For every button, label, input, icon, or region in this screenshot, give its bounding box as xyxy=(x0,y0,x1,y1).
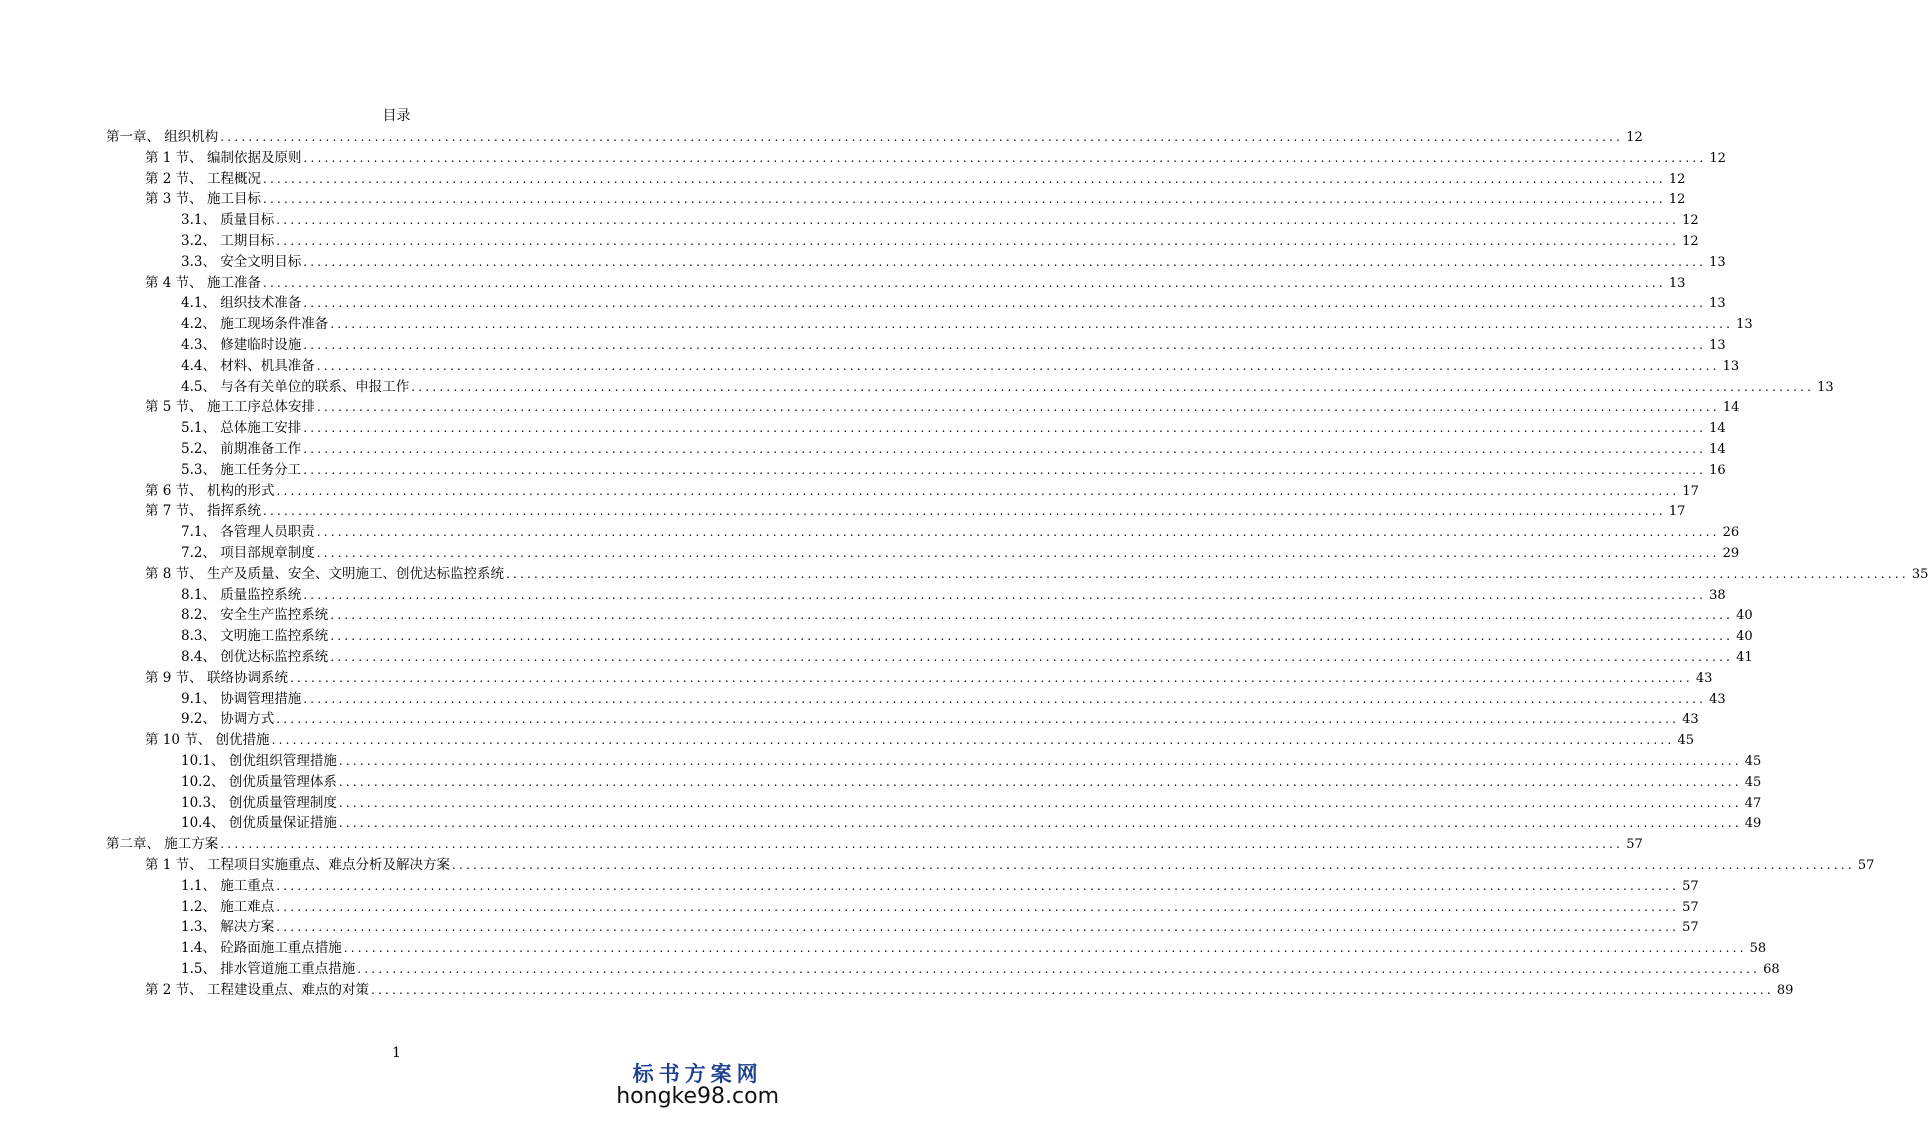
toc-entry-page: 38 xyxy=(1709,587,1726,603)
toc-entry-page: 57 xyxy=(1682,878,1699,894)
toc-entry-page: 49 xyxy=(1744,816,1762,832)
toc-entry-label: 4.3、 修建临时设施 xyxy=(181,337,302,353)
toc-entry-label: 10.3、 创优质量管理制度 xyxy=(181,794,337,811)
toc-entry-label: 4.5、 与各有关单位的联系、申报工作 xyxy=(181,378,410,395)
toc-entry-page: 26 xyxy=(1722,525,1740,541)
toc-entry-page: 12 xyxy=(1668,192,1686,208)
toc-leader-dots: ........................................................................................................................................................................................................ xyxy=(289,670,1693,685)
toc-leader-dots: ........................................................................................................................................................................................................ xyxy=(330,608,1734,623)
toc-entry-page: 13 xyxy=(1736,317,1753,333)
toc-entry[interactable] xyxy=(145,169,1686,189)
toc-leader-dots: ........................................................................................................................................................................................................ xyxy=(220,130,1624,144)
toc-leader-dots: ........................................................................................................................................................................................................ xyxy=(343,941,1747,956)
toc-entry[interactable] xyxy=(145,189,1686,209)
toc-entry-page: 57 xyxy=(1857,858,1875,873)
toc-entry-label: 第 4 节、 施工准备 xyxy=(145,274,261,291)
toc-entry[interactable] xyxy=(145,668,1713,688)
toc-entry-page: 57 xyxy=(1682,920,1699,936)
toc-leader-dots: ........................................................................................................................................................................................................ xyxy=(303,150,1707,165)
toc-leader-dots: ........................................................................................................................................................................................................ xyxy=(303,421,1707,436)
toc-entry-label: 1.4、 砼路面施工重点措施 xyxy=(181,940,342,957)
toc-leader-dots: ........................................................................................................................................................................................................ xyxy=(357,962,1761,976)
toc-leader-dots: ........................................................................................................................................................................................................ xyxy=(276,483,1680,498)
toc-entry-page: 58 xyxy=(1749,941,1767,957)
toc-entry-label: 第 9 节、 联络协调系统 xyxy=(145,669,288,686)
toc-entry-page: 89 xyxy=(1776,982,1794,998)
toc-leader-dots: ........................................................................................................................................................................................................ xyxy=(316,358,1720,373)
toc-entry-label: 3.3、 安全文明目标 xyxy=(181,253,302,270)
toc-entry[interactable] xyxy=(181,959,1780,979)
toc-entry[interactable] xyxy=(106,834,1643,854)
toc-leader-dots: ........................................................................................................................................................................................................ xyxy=(330,317,1734,332)
toc-entry[interactable] xyxy=(145,481,1699,501)
toc-leader-dots: ........................................................................................................................................................................................................ xyxy=(276,899,1680,914)
toc-entry-page: 12 xyxy=(1626,130,1643,145)
toc-entry-label: 第 5 节、 施工工序总体安排 xyxy=(145,399,315,416)
toc-entry[interactable] xyxy=(181,938,1767,958)
toc-entry[interactable] xyxy=(181,314,1753,334)
toc-entry-label: 5.1、 总体施工安排 xyxy=(181,420,302,437)
toc-entry-page: 45 xyxy=(1744,754,1762,769)
toc-entry-page: 14 xyxy=(1722,400,1740,416)
toc-leader-dots: ........................................................................................................................................................................................................ xyxy=(505,566,1909,581)
toc-entry-page: 40 xyxy=(1736,608,1753,624)
toc-entry[interactable] xyxy=(145,273,1686,293)
toc-entry-page: 12 xyxy=(1682,213,1699,229)
toc-entry-page: 13 xyxy=(1817,379,1834,395)
toc-entry-page: 12 xyxy=(1709,150,1726,166)
toc-entry-page: 12 xyxy=(1682,234,1699,249)
toc-entry-label: 4.4、 材料、机具准备 xyxy=(181,357,315,374)
toc-leader-dots: ........................................................................................................................................................................................................ xyxy=(262,504,1666,519)
toc-leader-dots: ........................................................................................................................................................................................................ xyxy=(338,795,1742,810)
toc-entry-label: 第 6 节、 机构的形式 xyxy=(145,482,275,499)
toc-leader-dots: ........................................................................................................................................................................................................ xyxy=(276,878,1680,893)
toc-leader-dots: ........................................................................................................................................................................................................ xyxy=(330,629,1734,644)
toc-entry[interactable] xyxy=(181,813,1762,833)
toc-entry-page: 43 xyxy=(1682,712,1699,728)
toc-leader-dots: ........................................................................................................................................................................................................ xyxy=(316,525,1720,540)
toc-entry-label: 8.2、 安全生产监控系统 xyxy=(181,607,329,624)
toc-entry-page: 13 xyxy=(1709,296,1726,312)
toc-entry-label: 第 1 节、 工程项目实施重点、难点分析及解决方案 xyxy=(145,857,450,873)
toc-entry[interactable] xyxy=(181,689,1726,709)
toc-entry[interactable] xyxy=(181,793,1762,813)
toc-leader-dots: ........................................................................................................................................................................................................ xyxy=(303,587,1707,602)
toc-leader-dots: ........................................................................................................................................................................................................ xyxy=(316,400,1720,415)
toc-entry-label: 8.1、 质量监控系统 xyxy=(181,586,302,603)
toc-leader-dots: ........................................................................................................................................................................................................ xyxy=(276,920,1680,935)
toc-leader-dots: ........................................................................................................................................................................................................ xyxy=(276,213,1680,228)
toc-entry-page: 57 xyxy=(1626,837,1643,853)
toc-entry[interactable] xyxy=(145,980,1794,1000)
toc-entry-label: 9.2、 协调方式 xyxy=(181,711,275,728)
toc-entry-page: 40 xyxy=(1736,629,1753,645)
toc-entry-label: 1.1、 施工重点 xyxy=(181,877,275,894)
toc-entry[interactable] xyxy=(145,148,1726,168)
toc-entry-label: 4.2、 施工现场条件准备 xyxy=(181,316,329,333)
toc-entry-page: 43 xyxy=(1709,691,1726,707)
toc-leader-dots: ........................................................................................................................................................................................................ xyxy=(303,691,1707,706)
toc-entry-label: 第 2 节、 工程建设重点、难点的对策 xyxy=(145,981,369,998)
toc-entry-page: 14 xyxy=(1709,442,1726,457)
toc-entry[interactable] xyxy=(181,210,1699,230)
toc-entry[interactable] xyxy=(181,377,1834,397)
toc-entry[interactable] xyxy=(106,127,1643,147)
toc-entry-page: 13 xyxy=(1709,254,1726,270)
watermark-name: 标书方案网 xyxy=(632,1060,763,1086)
toc-entry-page: 13 xyxy=(1668,275,1686,291)
toc-entry-label: 10.4、 创优质量保证措施 xyxy=(181,815,337,832)
toc-entry-label: 第 2 节、 工程概况 xyxy=(145,170,261,187)
toc-entry-label: 8.3、 文明施工监控系统 xyxy=(181,628,329,645)
toc-entry-label: 7.2、 项目部规章制度 xyxy=(181,545,315,561)
toc-entry-label: 1.2、 施工难点 xyxy=(181,898,275,915)
page-number: 1 xyxy=(392,1045,401,1061)
toc-leader-dots: ........................................................................................................................................................................................................ xyxy=(303,296,1707,311)
toc-entry-label: 10.2、 创优质量管理体系 xyxy=(181,773,337,790)
toc-entry-page: 45 xyxy=(1677,733,1694,749)
toc-entry-label: 第 1 节、 编制依据及原则 xyxy=(145,149,302,166)
toc-entry-page: 17 xyxy=(1682,483,1699,499)
toc-leader-dots: ........................................................................................................................................................................................................ xyxy=(276,712,1680,727)
toc-entry[interactable] xyxy=(181,522,1740,542)
toc-entry[interactable] xyxy=(181,543,1740,563)
toc-entry-page: 12 xyxy=(1668,171,1686,187)
toc-entry-label: 9.1、 协调管理措施 xyxy=(181,690,302,707)
toc-entry-page: 57 xyxy=(1682,899,1699,915)
toc-entry[interactable] xyxy=(181,897,1699,917)
toc-leader-dots: ........................................................................................................................................................................................................ xyxy=(276,234,1680,248)
toc-entry[interactable] xyxy=(181,626,1753,646)
toc-entry-label: 第 7 节、 指挥系统 xyxy=(145,503,261,520)
toc-leader-dots: ........................................................................................................................................................................................................ xyxy=(330,650,1734,664)
toc-entry-label: 4.1、 组织技术准备 xyxy=(181,295,302,312)
toc-entry[interactable] xyxy=(181,418,1726,438)
toc-title: 目录 xyxy=(382,108,411,124)
toc-entry-page: 41 xyxy=(1736,650,1753,665)
toc-leader-dots: ........................................................................................................................................................................................................ xyxy=(451,858,1855,872)
toc-entry[interactable] xyxy=(181,585,1726,605)
toc-entry[interactable] xyxy=(181,252,1726,272)
toc-entry-page: 35 xyxy=(1911,566,1928,582)
toc-entry-page: 16 xyxy=(1709,462,1726,478)
toc-entry-label: 7.1、 各管理人员职责 xyxy=(181,524,315,541)
toc-leader-dots: ........................................................................................................................................................................................................ xyxy=(370,982,1774,997)
toc-leader-dots: ........................................................................................................................................................................................................ xyxy=(338,754,1742,768)
toc-leader-dots: ........................................................................................................................................................................................................ xyxy=(262,171,1666,186)
toc-entry-page: 45 xyxy=(1744,774,1762,790)
toc-entry[interactable] xyxy=(181,605,1753,625)
toc-leader-dots: ........................................................................................................................................................................................................ xyxy=(338,774,1742,789)
toc-entry-label: 5.3、 施工任务分工 xyxy=(181,461,302,478)
toc-entry[interactable] xyxy=(145,730,1694,750)
toc-entry-label: 3.2、 工期目标 xyxy=(181,233,275,249)
toc-entry-page: 47 xyxy=(1744,795,1762,811)
toc-leader-dots: ........................................................................................................................................................................................................ xyxy=(220,837,1624,852)
toc-entry[interactable] xyxy=(181,460,1726,480)
toc-entry[interactable] xyxy=(181,231,1699,251)
toc-leader-dots: ........................................................................................................................................................................................................ xyxy=(411,379,1815,394)
toc-entry-page: 43 xyxy=(1695,670,1713,686)
toc-entry-page: 68 xyxy=(1763,962,1780,977)
watermark xyxy=(616,1060,779,1109)
toc-entry[interactable] xyxy=(181,293,1726,313)
watermark-url: hongke98.com xyxy=(616,1083,779,1109)
toc-entry-label: 3.1、 质量目标 xyxy=(181,212,275,229)
toc-entry-label: 第 8 节、 生产及质量、安全、文明施工、创优达标监控系统 xyxy=(145,565,504,582)
toc-leader-dots: ........................................................................................................................................................................................................ xyxy=(303,254,1707,269)
toc-leader-dots: ........................................................................................................................................................................................................ xyxy=(316,546,1720,560)
toc-entry[interactable] xyxy=(181,876,1699,896)
toc-entry[interactable] xyxy=(145,397,1740,417)
toc-entry-page: 13 xyxy=(1722,358,1740,374)
toc-leader-dots: ........................................................................................................................................................................................................ xyxy=(303,442,1707,456)
toc-leader-dots: ........................................................................................................................................................................................................ xyxy=(338,816,1742,831)
toc-entry-page: 14 xyxy=(1709,421,1726,437)
toc-entry[interactable] xyxy=(181,335,1726,355)
toc-entry-label: 第 3 节、 施工目标 xyxy=(145,191,261,208)
toc-entry-page: 29 xyxy=(1722,546,1740,561)
toc-entry[interactable] xyxy=(181,439,1726,459)
toc-entry-label: 第二章、 施工方案 xyxy=(106,836,219,853)
toc-entry[interactable] xyxy=(145,855,1875,875)
toc-entry[interactable] xyxy=(181,917,1699,937)
toc-entry-label: 第一章、 组织机构 xyxy=(106,129,219,145)
toc-entry-label: 第 10 节、 创优措施 xyxy=(145,732,270,749)
toc-entry-label: 1.3、 解决方案 xyxy=(181,919,275,936)
toc-entry-label: 5.2、 前期准备工作 xyxy=(181,441,302,457)
toc-entry[interactable] xyxy=(181,709,1699,729)
toc-entry-page: 17 xyxy=(1668,504,1686,520)
toc-entry[interactable] xyxy=(181,356,1740,376)
toc-leader-dots: ........................................................................................................................................................................................................ xyxy=(303,462,1707,477)
toc-leader-dots: ........................................................................................................................................................................................................ xyxy=(303,338,1707,352)
toc-entry[interactable] xyxy=(181,751,1762,771)
toc-leader-dots: ........................................................................................................................................................................................................ xyxy=(262,192,1666,207)
toc-entry-label: 8.4、 创优达标监控系统 xyxy=(181,649,329,665)
toc-leader-dots: ........................................................................................................................................................................................................ xyxy=(271,733,1675,748)
toc-entry[interactable] xyxy=(181,647,1753,667)
toc-entry[interactable] xyxy=(181,772,1762,792)
toc-leader-dots: ........................................................................................................................................................................................................ xyxy=(262,275,1666,290)
toc-entry-label: 10.1、 创优组织管理措施 xyxy=(181,753,337,769)
toc-entry-label: 1.5、 排水管道施工重点措施 xyxy=(181,961,356,977)
toc-entry-page: 13 xyxy=(1709,338,1726,353)
toc-entry[interactable] xyxy=(145,501,1686,521)
toc-entry[interactable] xyxy=(145,564,1928,584)
